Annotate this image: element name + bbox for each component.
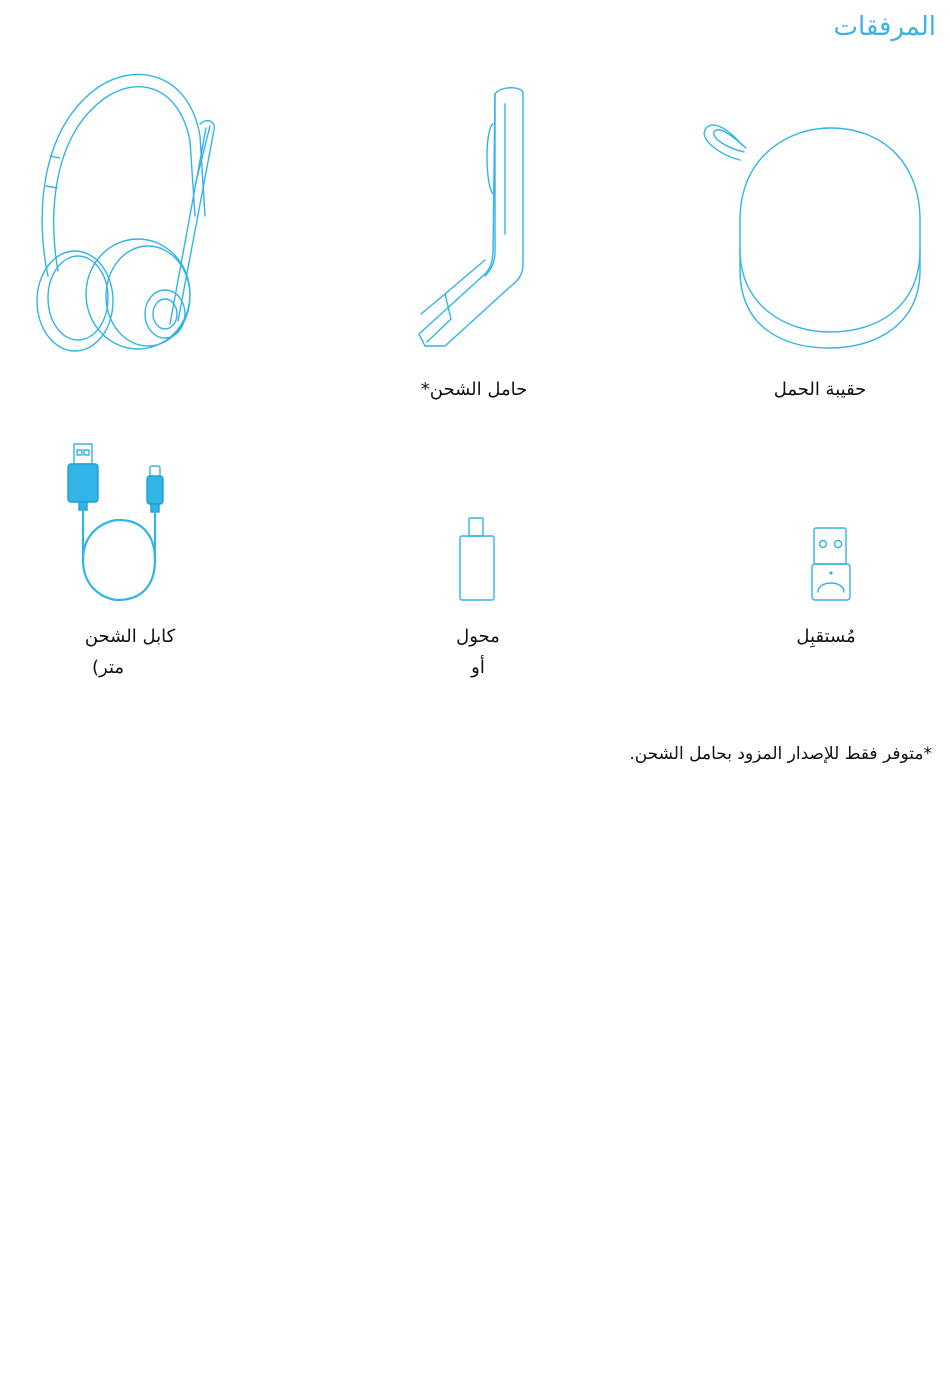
- cable-label-line1: كابل الشحن: [84, 626, 176, 647]
- carrying-case-icon: [700, 120, 925, 352]
- cable-label-line2: متر): [91, 657, 125, 678]
- charging-stand-label: حامل الشحن*: [420, 379, 528, 400]
- usb-receiver-icon: [806, 524, 856, 604]
- usb-adapter-icon: [456, 514, 498, 604]
- page-title: المرفقات: [833, 12, 936, 42]
- adapter-label-line1: محول: [456, 626, 500, 647]
- adapter-label-line2: أو: [471, 657, 485, 678]
- carrying-case-label: حقيبة الحمل: [773, 379, 867, 400]
- charging-stand-icon: [415, 84, 530, 352]
- usb-cable-icon: [62, 440, 172, 604]
- headset-icon: [30, 66, 230, 356]
- footnote: *متوفر فقط للإصدار المزود بحامل الشحن.: [629, 744, 932, 764]
- receiver-label: مُستقبِل: [796, 626, 856, 647]
